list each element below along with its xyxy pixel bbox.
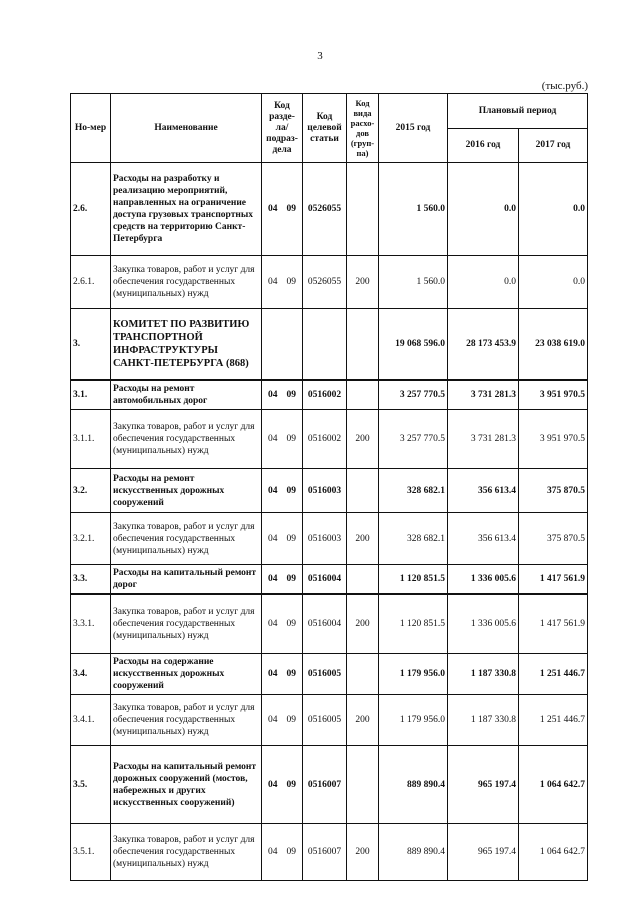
table-row — [71, 309, 588, 380]
row-section-code — [262, 163, 303, 256]
row-name: Закупка товаров, работ и услуг для обеспечения государственных (муниципальных) нужд — [111, 256, 262, 309]
row-section: 04 — [268, 389, 278, 400]
row-value-2015: 1 179 956.0 — [379, 695, 448, 746]
row-expense-type — [347, 309, 379, 380]
row-value-2016: 356 613.4 — [448, 513, 519, 565]
header-2015: 2015 год — [379, 94, 448, 163]
table-row — [71, 513, 588, 565]
row-section: 04 — [268, 618, 278, 629]
row-section-code — [262, 256, 303, 309]
row-value-2015: 1 560.0 — [379, 256, 448, 309]
row-section: 04 — [268, 277, 278, 287]
row-section-code — [262, 380, 303, 410]
row-subsection: 09 — [286, 669, 296, 679]
row-expense-type — [347, 565, 379, 594]
row-value-2015: 328 682.1 — [379, 469, 448, 513]
row-name: Закупка товаров, работ и услуг для обеспечения государственных (муниципальных) нужд — [111, 594, 262, 654]
table-row — [71, 163, 588, 256]
row-number: 3.2.1. — [71, 513, 111, 565]
row-number: 3.1.1. — [71, 410, 111, 469]
header-name: Наименование — [111, 94, 262, 163]
row-value-2015: 889 890.4 — [379, 746, 448, 824]
row-value-2017: 3 951 970.5 — [519, 410, 588, 469]
row-expense-type — [347, 469, 379, 513]
header-expense-type-code: Код вида расхо-дов (груп-па) — [347, 94, 379, 163]
row-subsection: 09 — [286, 847, 296, 857]
row-section: 04 — [268, 573, 278, 584]
row-expense-type — [347, 380, 379, 410]
row-value-2016: 1 336 005.6 — [448, 594, 519, 654]
row-value-2015: 889 890.4 — [379, 824, 448, 881]
row-value-2016: 3 731 281.3 — [448, 380, 519, 410]
row-value-2017: 1 064 642.7 — [519, 824, 588, 881]
row-section-code — [262, 410, 303, 469]
row-section-code — [262, 695, 303, 746]
row-name: Закупка товаров, работ и услуг для обеспечения государственных (муниципальных) нужд — [111, 695, 262, 746]
table-row — [71, 746, 588, 824]
row-name: Закупка товаров, работ и услуг для обеспечения государственных (муниципальных) нужд — [111, 410, 262, 469]
row-value-2016: 1 187 330.8 — [448, 654, 519, 695]
row-value-2017: 1 064 642.7 — [519, 746, 588, 824]
row-value-2017: 375 870.5 — [519, 513, 588, 565]
row-target-code: 0516007 — [303, 746, 347, 824]
row-section-code — [262, 513, 303, 565]
table-row — [71, 256, 588, 309]
budget-table — [70, 93, 588, 881]
row-value-2016: 356 613.4 — [448, 469, 519, 513]
row-section: 04 — [268, 485, 278, 496]
row-number: 2.6. — [71, 163, 111, 256]
row-value-2016: 0.0 — [448, 163, 519, 256]
row-expense-type: 200 — [347, 256, 379, 309]
row-name: КОМИТЕТ ПО РАЗВИТИЮ ТРАНСПОРТНОЙ ИНФРАСТРУКТУРЫ САНКТ-ПЕТЕРБУРГА (868) — [111, 309, 262, 380]
row-section: 04 — [268, 779, 278, 790]
header-section-code: Код разде-ла/ подраз-дела — [262, 94, 303, 163]
row-expense-type: 200 — [347, 594, 379, 654]
header-row — [71, 94, 588, 129]
row-subsection: 09 — [286, 715, 296, 725]
row-expense-type: 200 — [347, 824, 379, 881]
row-subsection: 09 — [286, 277, 296, 287]
row-section-code — [262, 746, 303, 824]
row-subsection: 09 — [286, 533, 296, 544]
row-value-2017: 1 251 446.7 — [519, 695, 588, 746]
row-target-code: 0516004 — [303, 594, 347, 654]
row-number: 3.2. — [71, 469, 111, 513]
row-value-2015: 328 682.1 — [379, 513, 448, 565]
row-target-code: 0516005 — [303, 695, 347, 746]
row-section: 04 — [268, 533, 278, 544]
row-target-code: 0516007 — [303, 824, 347, 881]
page-number: 3 — [317, 50, 323, 62]
row-value-2016: 965 197.4 — [448, 746, 519, 824]
row-number: 2.6.1. — [71, 256, 111, 309]
row-value-2015: 19 068 596.0 — [379, 309, 448, 380]
row-value-2016: 1 187 330.8 — [448, 695, 519, 746]
row-expense-type — [347, 746, 379, 824]
table-row — [71, 654, 588, 695]
row-expense-type — [347, 654, 379, 695]
row-value-2017: 1 251 446.7 — [519, 654, 588, 695]
header-planned-period: Плановый период — [448, 94, 588, 129]
row-number: 3. — [71, 309, 111, 380]
row-section-code — [262, 654, 303, 695]
unit-note: (тыс.руб.) — [541, 80, 588, 92]
table-body — [71, 163, 588, 881]
table-row — [71, 695, 588, 746]
row-value-2015: 1 179 956.0 — [379, 654, 448, 695]
row-target-code: 0516003 — [303, 469, 347, 513]
row-subsection: 09 — [286, 573, 296, 584]
row-name: Расходы на капитальный ремонт дорожных сооружений (мостов, набережных и других искусственных сооружений) — [111, 746, 262, 824]
row-value-2016: 965 197.4 — [448, 824, 519, 881]
row-value-2017: 1 417 561.9 — [519, 594, 588, 654]
row-value-2017: 3 951 970.5 — [519, 380, 588, 410]
row-value-2015: 3 257 770.5 — [379, 410, 448, 469]
row-name: Расходы на ремонт искусственных дорожных сооружений — [111, 469, 262, 513]
row-target-code: 0516004 — [303, 565, 347, 594]
row-expense-type — [347, 163, 379, 256]
row-target-code — [303, 309, 347, 380]
row-name: Расходы на разработку и реализацию мероприятий, направленных на ограничение доступа грузовых транспортных средств на территорию Санкт-Петербурга — [111, 163, 262, 256]
row-value-2015: 1 120 851.5 — [379, 565, 448, 594]
row-number: 3.1. — [71, 380, 111, 410]
row-expense-type: 200 — [347, 695, 379, 746]
row-number: 3.5. — [71, 746, 111, 824]
row-value-2015: 1 120 851.5 — [379, 594, 448, 654]
row-expense-type: 200 — [347, 410, 379, 469]
row-number: 3.5.1. — [71, 824, 111, 881]
table-row — [71, 380, 588, 410]
header-2017: 2017 год — [519, 129, 588, 163]
row-subsection: 09 — [286, 779, 296, 790]
row-section-code — [262, 309, 303, 380]
row-target-code: 0526055 — [303, 163, 347, 256]
row-value-2017: 23 038 619.0 — [519, 309, 588, 380]
row-subsection: 09 — [286, 204, 296, 214]
row-section: 04 — [268, 204, 278, 214]
table-row — [71, 594, 588, 654]
row-target-code: 0516002 — [303, 410, 347, 469]
row-expense-type: 200 — [347, 513, 379, 565]
row-target-code: 0526055 — [303, 256, 347, 309]
row-number: 3.3.1. — [71, 594, 111, 654]
table-row — [71, 565, 588, 594]
row-value-2017: 1 417 561.9 — [519, 565, 588, 594]
row-section: 04 — [268, 434, 278, 444]
row-subsection: 09 — [286, 618, 296, 629]
row-value-2016: 0.0 — [448, 256, 519, 309]
row-value-2016: 1 336 005.6 — [448, 565, 519, 594]
row-value-2016: 3 731 281.3 — [448, 410, 519, 469]
row-section-code — [262, 565, 303, 594]
row-value-2017: 0.0 — [519, 256, 588, 309]
row-number: 3.4.1. — [71, 695, 111, 746]
row-name: Расходы на капитальный ремонт дорог — [111, 565, 262, 594]
row-section-code — [262, 824, 303, 881]
row-value-2017: 0.0 — [519, 163, 588, 256]
row-name: Расходы на ремонт автомобильных дорог — [111, 380, 262, 410]
row-section: 04 — [268, 669, 278, 679]
row-subsection: 09 — [286, 485, 296, 496]
table-row — [71, 410, 588, 469]
row-name: Закупка товаров, работ и услуг для обеспечения государственных (муниципальных) нужд — [111, 824, 262, 881]
row-subsection: 09 — [286, 434, 296, 444]
row-value-2017: 375 870.5 — [519, 469, 588, 513]
row-number: 3.3. — [71, 565, 111, 594]
row-subsection: 09 — [286, 389, 296, 400]
row-value-2015: 1 560.0 — [379, 163, 448, 256]
row-section: 04 — [268, 847, 278, 857]
row-name: Закупка товаров, работ и услуг для обеспечения государственных (муниципальных) нужд — [111, 513, 262, 565]
row-target-code: 0516005 — [303, 654, 347, 695]
row-name: Расходы на содержание искусственных дорожных сооружений — [111, 654, 262, 695]
header-2016: 2016 год — [448, 129, 519, 163]
header-number: Но-мер — [71, 94, 111, 163]
row-section-code — [262, 594, 303, 654]
table-row — [71, 824, 588, 881]
table-row — [71, 469, 588, 513]
row-section: 04 — [268, 715, 278, 725]
row-value-2015: 3 257 770.5 — [379, 380, 448, 410]
row-target-code: 0516002 — [303, 380, 347, 410]
header-target-code: Код целевой статьи — [303, 94, 347, 163]
row-section-code — [262, 469, 303, 513]
row-value-2016: 28 173 453.9 — [448, 309, 519, 380]
row-number: 3.4. — [71, 654, 111, 695]
row-target-code: 0516003 — [303, 513, 347, 565]
